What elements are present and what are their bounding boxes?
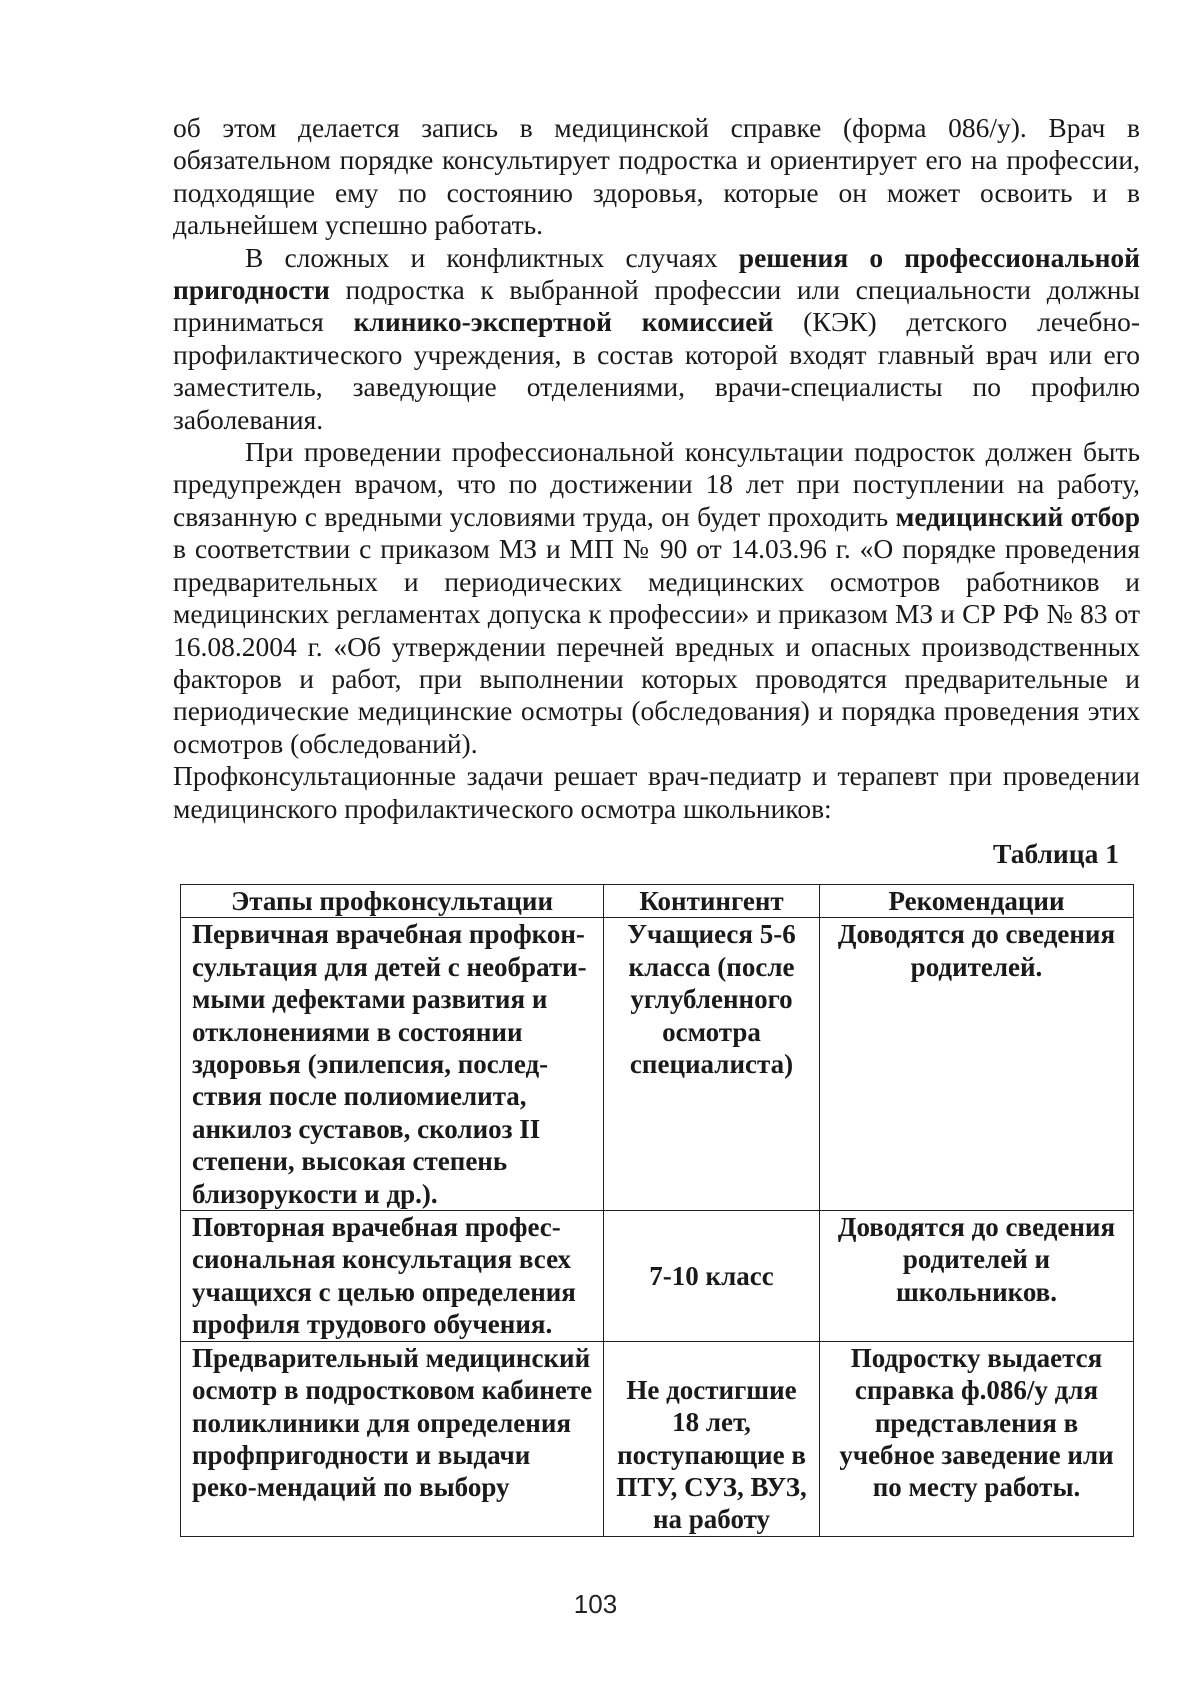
cell-stage-text: Предварительный медицинский осмотр в подростковом кабинете поликлиники для определения профпригодности и выдачи реко-мендаций по выбору — [192, 1342, 593, 1503]
header-contingent: Контингент — [604, 885, 820, 918]
body-text — [173, 112, 1140, 825]
cell-contingent: Учащиеся 5-6 класса (после углубленного осмотра специалиста) — [604, 918, 820, 1211]
cell-recommendation — [820, 1341, 1134, 1536]
paragraph-2-text-1: В сложных и конфликтных случаях — [245, 241, 739, 273]
paragraph-3-text-2: в соответствии с приказом МЗ и МП № 90 от 14.03.96 г. «О порядке проведения предварительных и периодических медицинских осмотров работников и медицинских регламентах допуска к профессии» и приказом МЗ и СР РФ № 83 от 16.08.2004 г. «Об утверждении перечней вредных и опасных производственных факторов и работ, при выполнении которых проводятся предварительные и периодические медицинские осмотры (обследования) и порядка проведения этих осмотров (обследований). — [173, 533, 1140, 759]
cell-contingent-text: Не достигшие 18 лет, поступающие в ПТУ, СУЗ, ВУЗ, на работу — [616, 1374, 807, 1535]
paragraph-2-text-2: подростка к выбранной профессии или специальности должны приниматься — [173, 274, 1140, 338]
paragraph-1-text: об этом делается запись в медицинской справке (форма 086/у). Врач в обязательном порядке консультирует подростка и ориентирует его на профессии, подходящие ему по состоянию здоровья, которые он может освоить и в дальнейшем успешно работать. — [173, 112, 1140, 241]
profconsultation-table — [180, 884, 1134, 1537]
table-header-row — [181, 885, 1134, 918]
cell-contingent: 7-10 класс — [604, 1211, 820, 1342]
header-stages: Этапы профконсультации — [181, 885, 604, 918]
cell-contingent — [604, 1341, 820, 1536]
paragraph-2-bold-2: клинико-экспертной комиссией — [353, 306, 774, 338]
table-row — [181, 918, 1134, 1211]
paragraph-4 — [173, 760, 1140, 825]
table-row — [181, 1211, 1134, 1342]
paragraph-3-bold-1: медицинский отбор — [895, 500, 1141, 532]
cell-stage: Повторная врачебная профес-сиональная консультация всех учащихся с целью определения профиля трудового обучения. — [181, 1211, 604, 1342]
paragraph-3-text-1: При проведении профессиональной консультации подросток должен быть предупрежден врачом, что по достижении 18 лет при поступлении на работу, связанную с вредными условиями труда, он будет проходить — [173, 436, 1140, 532]
cell-recommendation: Доводятся до сведения родителей. — [820, 918, 1134, 1211]
cell-recommendation-text: Подростку выдается справка ф.086/у для представления в учебное заведение или по месту работы. — [839, 1342, 1114, 1503]
page-number: 103 — [573, 1589, 618, 1619]
cell-stage — [181, 1341, 604, 1536]
paragraph-2 — [173, 242, 1140, 436]
cell-stage: Первичная врачебная профкон-сультация для детей с необрати-мыми дефектами развития и отклонениями в состоянии здоровья (эпилепсия, послед-ствия после полиомиелита, анкилоз суставов, сколиоз II степени, высокая степень близорукости и др.). — [181, 918, 604, 1211]
cell-recommendation: Доводятся до сведения родителей и школьников. — [820, 1211, 1134, 1342]
paragraph-4-text: Профконсультационные задачи решает врач-педиатр и терапевт при проведении медицинского профилактического осмотра школьников: — [173, 760, 1140, 824]
paragraph-1 — [173, 112, 1140, 242]
header-recommendations: Рекомендации — [820, 885, 1134, 918]
paragraph-3 — [173, 436, 1140, 760]
paragraph-2-text-3: (КЭК) детского лечебно-профилактического учреждения, в состав которой входят главный врач или его заместитель, заведующие отделениями, врачи-специалисты по профилю заболевания. — [173, 306, 1141, 435]
table-row — [181, 1341, 1134, 1536]
paragraph-2-bold-1: решения о профессиональной пригодности — [173, 241, 1141, 306]
table-caption: Таблица 1 — [993, 838, 1119, 869]
